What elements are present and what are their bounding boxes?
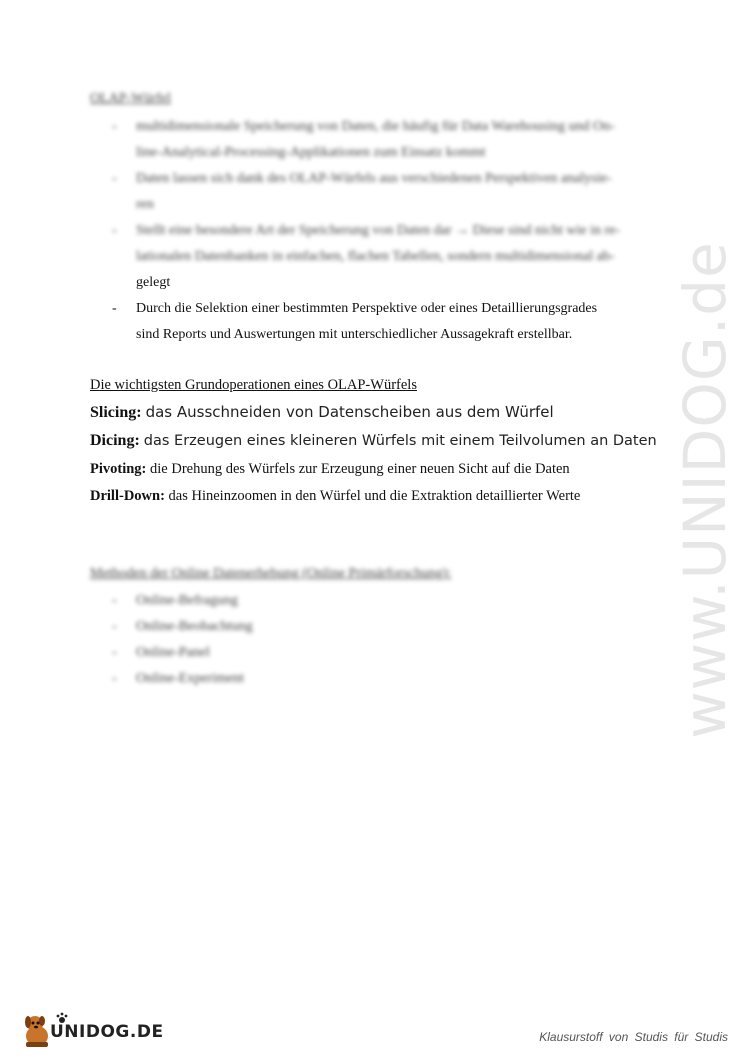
operation-desc: das Ausschneiden von Datenscheiben aus dem Würfel xyxy=(145,403,554,421)
watermark xyxy=(660,230,750,750)
list-item: - Durch die Selektion einer bestimmten Perspektive oder eines Detaillierungsgrades sind Reports und Auswertungen mit unterschiedlicher Aussagekraft erstellbar. xyxy=(112,296,667,348)
list-item: - Online-Beobachtung xyxy=(112,619,253,634)
list-item-line: sind Reports und Auswertungen mit unterschiedlicher Aussagekraft erstellbar. xyxy=(136,327,573,342)
online-methods-heading: Methoden der Online Datenerhebung (Online Primärforschung): xyxy=(90,566,452,581)
list-item-trailing-line: gelegt xyxy=(136,275,171,290)
watermark-text: www.UNIDOG.de xyxy=(671,241,739,739)
operations-heading: Die wichtigsten Grundoperationen eines OLAP-Würfels xyxy=(90,377,417,393)
list-item-line: line-Analytical-Processing-Applikationen zum Einsatz kommt xyxy=(136,145,486,160)
online-methods-list xyxy=(112,588,667,692)
olap-cube-list xyxy=(112,114,667,348)
dog-mascot-icon xyxy=(20,1012,54,1050)
list-item-line: Stellt eine besondere Art der Speicherung von Daten dar → Diese sind nicht wie in re- xyxy=(136,223,621,238)
list-item-line: Daten lassen sich dank des OLAP-Würfels aus verschiedenen Perspektiven analysie- xyxy=(136,171,612,186)
list-item: - multidimensionale Speicherung von Daten, die häufig für Data Warehousing und On- line-Analytical-Processing-Applikationen zum Einsatz kommt xyxy=(112,114,667,166)
operation-term: Pivoting: xyxy=(90,461,147,477)
list-item: - Daten lassen sich dank des OLAP-Würfels aus verschiedenen Perspektiven analysie- ren xyxy=(112,166,667,218)
operation-desc: das Erzeugen eines kleineren Würfels mit einem Teilvolumen an Daten xyxy=(143,433,657,449)
list-item-line: ren xyxy=(136,197,154,212)
operation-row-dicing xyxy=(90,432,657,450)
operation-row-slicing xyxy=(90,403,554,422)
list-item-line: lationalen Datenbanken in einfachen, flachen Tabellen, sondern multidimensional ab- xyxy=(136,249,615,264)
footer-tagline: Klausurstoff von Studis für Studis xyxy=(539,1030,728,1044)
list-item-line: multidimensionale Speicherung von Daten, die häufig für Data Warehousing und On- xyxy=(136,119,615,134)
logo-text: UNIDOG.DE xyxy=(50,1022,164,1042)
unidog-logo xyxy=(20,1012,164,1052)
operation-desc: die Drehung des Würfels zur Erzeugung einer neuen Sicht auf die Daten xyxy=(150,461,570,477)
operation-desc: das Hineinzoomen in den Würfel und die Extraktion detaillierter Werte xyxy=(168,488,581,504)
operation-term: Dicing: xyxy=(90,432,140,449)
list-item: - Online-Befragung xyxy=(112,593,238,608)
list-item: - Stellt eine besondere Art der Speicherung von Daten dar → Diese sind nicht wie in re- lationalen Datenbanken in einfachen, flachen Tabellen, sondern multidimensional ab- gelegt xyxy=(112,218,667,296)
olap-cube-heading: OLAP-Würfel xyxy=(90,91,171,106)
list-item: - Online-Panel xyxy=(112,645,210,660)
list-item-line: Durch die Selektion einer bestimmten Perspektive oder eines Detaillierungsgrades xyxy=(136,301,598,316)
list-item: - Online-Experiment xyxy=(112,671,245,686)
operation-term: Slicing: xyxy=(90,404,142,421)
operation-term: Drill-Down: xyxy=(90,488,165,504)
operation-row-pivoting xyxy=(90,461,570,478)
operation-row-drill-down xyxy=(90,488,580,505)
